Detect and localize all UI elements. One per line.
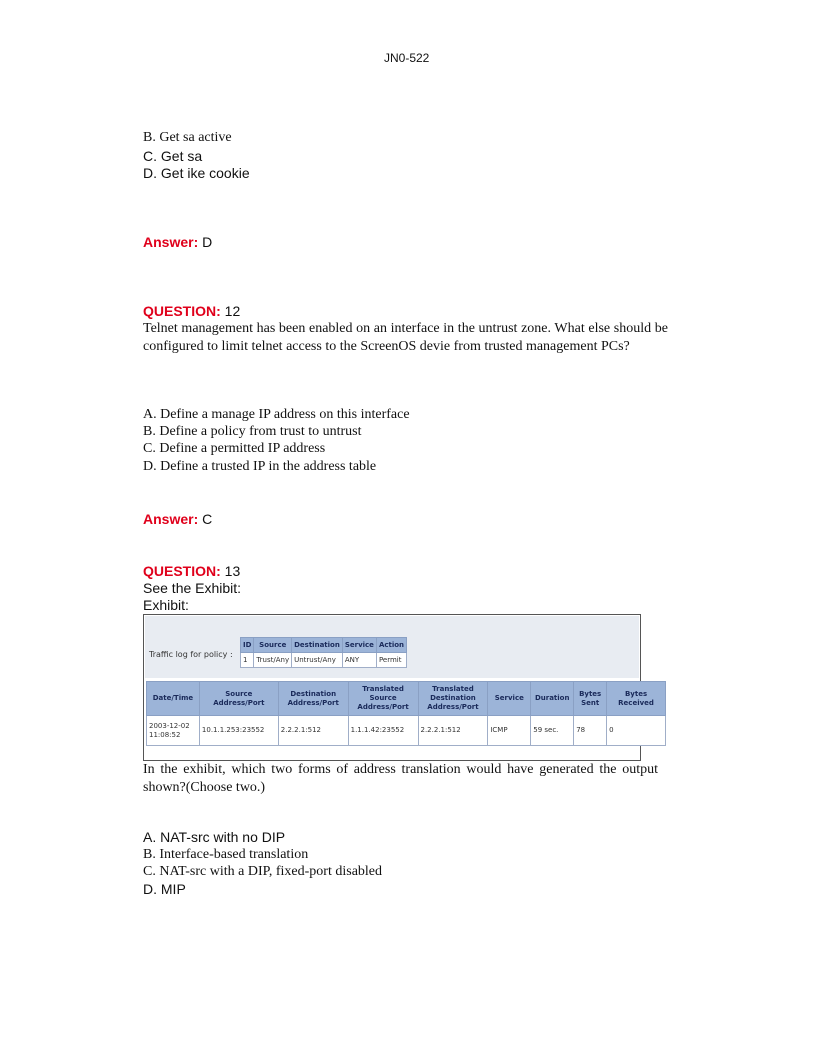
q13-option-d: D. MIP [143, 881, 186, 897]
question-12-heading [143, 303, 240, 319]
q11-option-c: C. Get sa [143, 148, 203, 164]
traffic-log-table [146, 681, 666, 746]
answer-11 [143, 234, 212, 250]
log-cell: 2.2.2.1:512 [278, 716, 348, 746]
log-row [147, 716, 666, 746]
policy-row [241, 653, 407, 668]
answer-12 [143, 511, 212, 527]
q12-option-c: C. Define a permitted IP address [143, 441, 326, 456]
question-number: 13 [224, 563, 241, 579]
log-cell: ICMP [488, 716, 531, 746]
policy-cell: Permit [376, 653, 406, 668]
answer-label: Answer: [143, 511, 199, 527]
q12-option-b: B. Define a policy from trust to untrust [143, 424, 362, 439]
log-header-cell: Translated Source Address/Port [348, 682, 418, 716]
q12-option-a: A. Define a manage IP address on this interface [143, 407, 410, 422]
log-header-cell: Destination Address/Port [278, 682, 348, 716]
q13-see-exhibit: See the Exhibit: [143, 580, 242, 596]
answer-label: Answer: [143, 234, 199, 250]
log-cell: 59 sec. [531, 716, 574, 746]
question-13-text: In the exhibit, which two forms of address translation would have generated the output shown?(Choose two.) [143, 762, 658, 795]
exhibit-figure [143, 614, 654, 761]
log-cell: 1.1.1.42:23552 [348, 716, 418, 746]
policy-cell: ANY [342, 653, 376, 668]
policy-header-cell: Action [376, 638, 406, 653]
answer-value: C [202, 511, 213, 527]
log-cell: 2.2.2.1:512 [418, 716, 488, 746]
policy-header-cell: ID [241, 638, 254, 653]
log-header-cell: Service [488, 682, 531, 716]
log-cell: 10.1.1.253:23552 [199, 716, 278, 746]
question-13-heading [143, 563, 240, 579]
answer-value: D [202, 234, 213, 250]
policy-header-row [241, 638, 407, 653]
q13-option-c: C. NAT-src with a DIP, fixed-port disabled [143, 864, 383, 879]
log-header-cell: Source Address/Port [199, 682, 278, 716]
policy-table [240, 637, 407, 668]
log-cell: 0 [607, 716, 666, 746]
question-label: QUESTION: [143, 303, 221, 319]
log-header-cell: Translated Destination Address/Port [418, 682, 488, 716]
log-header-row [147, 682, 666, 716]
question-12-text: Telnet management has been enabled on an interface in the untrust zone. What else should be configured to limit telnet access to the ScreenOS devie from trusted management PCs? [143, 321, 668, 354]
q13-option-b: B. Interface-based translation [143, 847, 309, 862]
question-number: 12 [224, 303, 241, 319]
policy-cell: Untrust/Any [292, 653, 343, 668]
question-label: QUESTION: [143, 563, 221, 579]
log-cell: 78 [574, 716, 607, 746]
document-header-code: JN0-522 [384, 51, 430, 65]
exhibit-caption: Traffic log for policy : [149, 650, 233, 659]
policy-cell: Trust/Any [254, 653, 292, 668]
log-header-cell: Date/Time [147, 682, 200, 716]
policy-header-cell: Service [342, 638, 376, 653]
log-header-cell: Duration [531, 682, 574, 716]
log-header-cell: Bytes Received [607, 682, 666, 716]
exhibit-policy-area [145, 616, 639, 678]
q12-option-d: D. Define a trusted IP in the address table [143, 459, 377, 474]
policy-cell: 1 [241, 653, 254, 668]
log-cell: 2003-12-02 11:08:52 [147, 716, 200, 746]
q13-exhibit-label: Exhibit: [143, 597, 189, 613]
policy-header-cell: Source [254, 638, 292, 653]
q13-option-a: A. NAT-src with no DIP [143, 829, 286, 845]
log-header-cell: Bytes Sent [574, 682, 607, 716]
q11-option-b: B. Get sa active [143, 130, 232, 145]
policy-header-cell: Destination [292, 638, 343, 653]
q11-option-d: D. Get ike cookie [143, 165, 250, 181]
